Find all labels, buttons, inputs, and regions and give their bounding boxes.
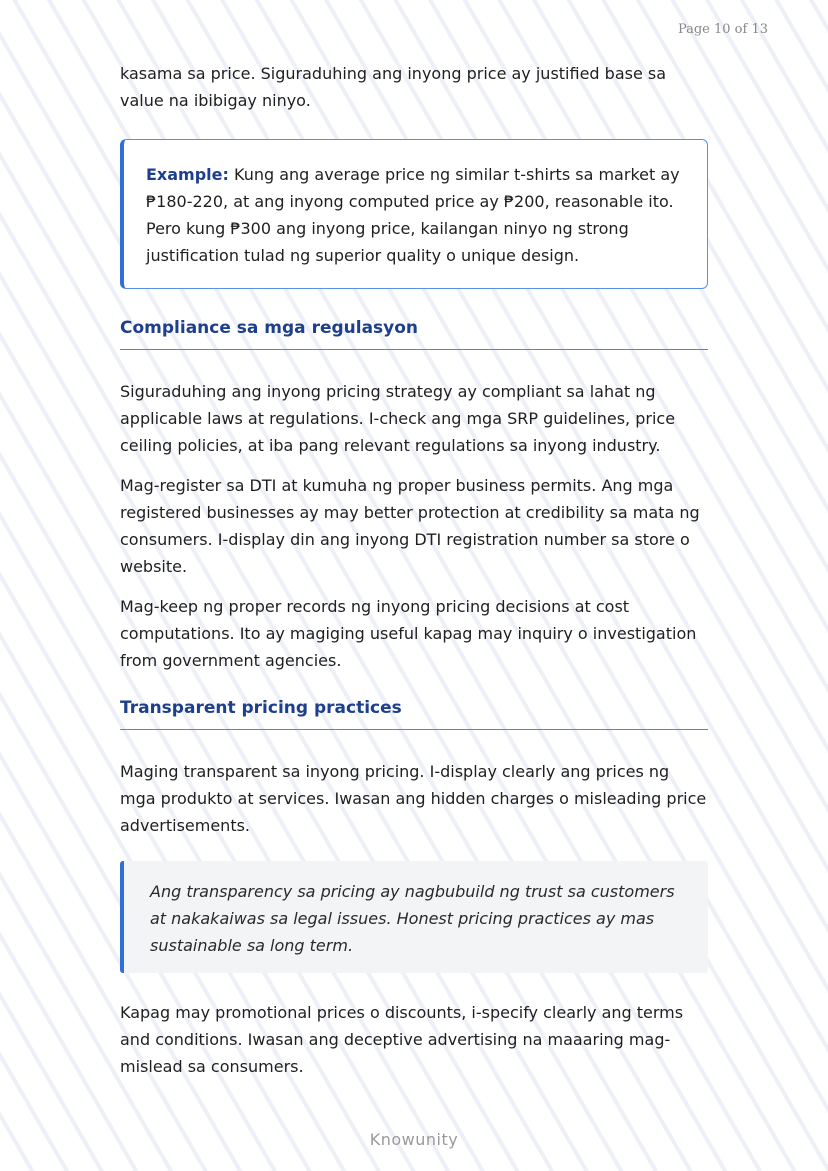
footer-brand: Knowunity — [369, 1130, 459, 1149]
example-text: Kung ang average price ng similar t-shirts sa market ay ₱180-220, at ang inyong computed price ay ₱200, reasonable ito. Pero kung ₱300 ang inyong price, kailangan ninyo ng strong justification tulad ng superior quality o unique design. — [146, 165, 680, 265]
pull-quote: Ang transparency sa pricing ay nagbubuild ng trust sa customers at nakakaiwas sa legal issues. Honest pricing practices ay mas sustainable sa long term. — [120, 861, 708, 973]
compliance-paragraph-2: Mag-register sa DTI at kumuha ng proper business permits. Ang mga registered businesses ay may better protection at credibility sa mata ng consumers. I-display din ang inyong DTI registration number sa store o website. — [120, 476, 700, 576]
closing-paragraph: Kapag may promotional prices o discounts, i-specify clearly ang terms and conditions. Iwasan ang deceptive advertising na maaaring mag-mislead sa consumers. — [120, 1003, 684, 1076]
intro-paragraph: kasama sa price. Siguraduhing ang inyong price ay justified base sa value na ibibigay ninyo. — [120, 64, 667, 110]
compliance-heading: Compliance sa mga regulasyon — [120, 316, 708, 350]
compliance-paragraph-3: Mag-keep ng proper records ng inyong pricing decisions at cost computations. Ito ay magiging useful kapag may inquiry o investigation from government agencies. — [120, 597, 697, 670]
transparent-heading: Transparent pricing practices — [120, 696, 708, 730]
transparent-paragraph: Maging transparent sa inyong pricing. I-display clearly ang prices ng mga produkto at services. Iwasan ang hidden charges o misleading price advertisements. — [120, 762, 707, 835]
example-label: Example: — [146, 165, 229, 184]
compliance-paragraph-1: Siguraduhing ang inyong pricing strategy ay compliant sa lahat ng applicable laws at regulations. I-check ang mga SRP guidelines, price ceiling policies, at iba pang relevant regulations sa inyong industry. — [120, 382, 676, 455]
document-content — [120, 60, 708, 1093]
example-callout — [120, 139, 708, 289]
page-number: Page 10 of 13 — [677, 22, 768, 37]
